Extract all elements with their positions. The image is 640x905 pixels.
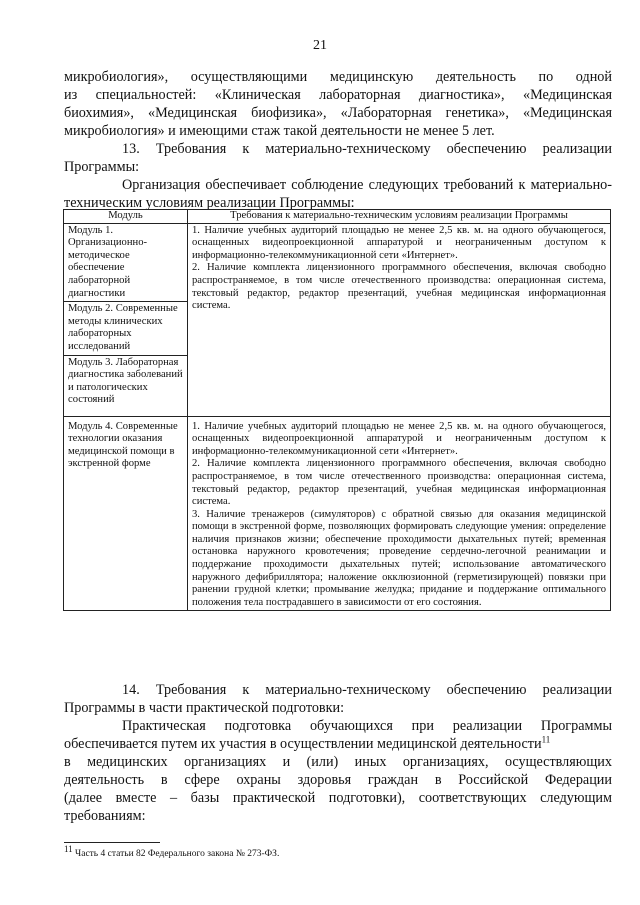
section-14-para-line: Практическая подготовка обучающихся при реализации Программы [122, 718, 612, 734]
column-header-module: Модуль [64, 210, 188, 224]
section-13-heading: 13. Требования к материально-техническому обеспечению реализации [122, 141, 612, 157]
footnote-text: Часть 4 статьи 82 Федерального закона № 273-ФЗ. [75, 849, 280, 860]
section-14-para-line: (далее вместе – базы практической подготовки), соответствующих следующим [64, 790, 612, 806]
requirement-item: 1. Наличие учебных аудиторий площадью не менее 2,5 кв. м. на одного обучающегося, оснащенных видеопроекционной аппаратурой и неограниченным доступом к информационно-телекоммуникационной сети «Интернет». [192, 420, 606, 457]
section-14-heading: 14. Требования к материально-техническому обеспечению реализации [122, 682, 612, 698]
section-14 [64, 681, 612, 825]
requirements-cell [188, 416, 611, 611]
module-cell: Модуль 1. Организационно-методическое обеспечение лабораторной диагностики [64, 223, 188, 302]
footnote-mark: 11 [64, 844, 73, 854]
section-14-para-line: деятельность в сфере охраны здоровья граждан в Российской Федерации [64, 772, 612, 788]
footnote [64, 844, 280, 860]
section-14-para-text: обеспечивается путем их участия в осуществлении медицинской деятельности [64, 736, 542, 752]
section-14-heading-cont: Программы в части практической подготовки: [64, 700, 345, 716]
requirement-item: 2. Наличие комплекта лицензионного программного обеспечения, включая свободно распространяемое, в том числе отечественного производства: операционная система, текстовый редактор, редактор презентаций, учебная медицинская информационная система. [192, 262, 606, 312]
section-13-lead: Организация обеспечивает соблюдение следующих требований к материально- [122, 177, 612, 193]
section-14-para-line: в медицинских организациях и (или) иных организациях, осуществляющих [64, 754, 612, 770]
footnote-divider [64, 842, 160, 843]
requirements-table [63, 209, 611, 611]
requirement-item: 2. Наличие комплекта лицензионного программного обеспечения, включая свободно распространяемое, в том числе отечественного производства: операционная система, текстовый редактор, редактор презентаций, учебная медицинская информационная система. [192, 458, 606, 508]
module-cell: Модуль 2. Современные методы клинических лабораторных исследований [64, 302, 188, 355]
text-line: микробиология», осуществляющими медицинскую деятельность по одной [64, 69, 612, 85]
page-number: 21 [313, 38, 327, 53]
requirement-item: 3. Наличие тренажеров (симуляторов) с обратной связью для оказания медицинской помощи в экстренной форме, позволяющих формировать следующие умения: определение наличия признаков жизни; обеспечение проходимости дыхательных путей; временная остановка наружного кровотечения; проведение сердечно-легочной реанимации и поддержание проходимости дыхательных путей; использование автоматического наружного дефибриллятора; наложение окклюзионной (герметизирующей) повязки при ранении грудной клетки; промывание желудка; придание и поддержание оптимального положения тела пострадавшего в зависимости от его состояния. [192, 508, 606, 608]
requirements-cell [188, 223, 611, 416]
section-13 [64, 140, 612, 212]
section-14-para-line: требованиям: [64, 808, 146, 824]
text-line: биохимия», «Медицинская биофизика», «Лабораторная генетика», «Медицинская [64, 105, 612, 121]
section-14-para-line [64, 735, 612, 753]
text-line: микробиология» и имеющими стаж такой деятельности не менее 5 лет. [64, 123, 495, 139]
column-header-requirements: Требования к материально-техническим условиям реализации Программы [188, 210, 611, 224]
table-header-row [64, 210, 611, 224]
section-13-lead-cont: техническим условиям реализации Программы: [64, 195, 355, 211]
table-row [64, 416, 611, 611]
intro-paragraph [64, 68, 612, 140]
text-line: из специальностей: «Клиническая лабораторная диагностика», «Медицинская [64, 87, 612, 103]
requirement-item: 1. Наличие учебных аудиторий площадью не менее 2,5 кв. м. на одного обучающегося, оснащенных видеопроекционной аппаратурой и неограниченным доступом к информационно-телекоммуникационной сети «Интернет». [192, 224, 606, 261]
module-cell: Модуль 4. Современные технологии оказания медицинской помощи в экстренной форме [64, 416, 188, 611]
table-row [64, 223, 611, 302]
footnote-reference[interactable]: 11 [541, 734, 551, 745]
section-13-heading-cont: Программы: [64, 159, 140, 175]
module-cell: Модуль 3. Лабораторная диагностика заболеваний и патологических состояний [64, 355, 188, 416]
